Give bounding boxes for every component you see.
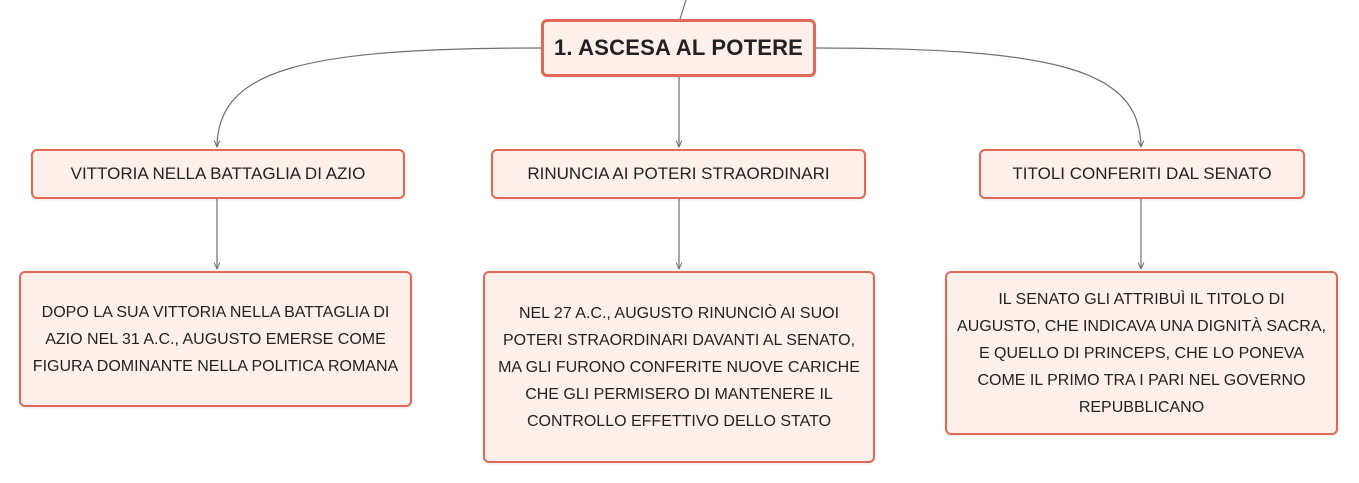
detail-text: NEL 27 A.C., AUGUSTO RINUNCIÒ AI SUOI POTERI STRAORDINARI DAVANTI AL SENATO, MA GLI FURONO CONFERITE NUOVE CARICHE CHE GLI PERMISERO DI MANTENERE IL CONTROLLO EFFETTIVO DELLO STATO: [498, 304, 860, 430]
detail-text: IL SENATO GLI ATTRIBUÌ IL TITOLO DI AUGUSTO, CHE INDICAVA UNA DIGNITÀ SACRA, E QUELLO DI PRINCEPS, CHE LO PONEVA COME IL PRIMO TRA I PARI NEL GOVERNO REPUBBLICANO: [957, 290, 1326, 416]
detail-rinuncia-poteri[interactable]: [483, 271, 875, 463]
subtopic-vittoria-azio[interactable]: [31, 149, 405, 199]
detail-vittoria-azio[interactable]: [19, 271, 412, 407]
subtopic-label: TITOLI CONFERITI DAL SENATO: [1012, 164, 1272, 183]
parent-connector: [680, 0, 686, 19]
subtopic-label: RINUNCIA AI POTERI STRAORDINARI: [527, 164, 830, 183]
root-topic-label: 1. ASCESA AL POTERE: [553, 35, 804, 60]
subtopic-rinuncia-poteri[interactable]: [491, 149, 866, 199]
subtopic-titoli-senato[interactable]: [979, 149, 1305, 199]
subtopic-label: VITTORIA NELLA BATTAGLIA DI AZIO: [70, 164, 366, 183]
connector-root-branch-1: [217, 48, 541, 147]
detail-text: DOPO LA SUA VITTORIA NELLA BATTAGLIA DI AZIO NEL 31 A.C., AUGUSTO EMERSE COME FIGURA DOMINANTE NELLA POLITICA ROMANA: [32, 303, 399, 375]
root-topic[interactable]: [541, 19, 816, 77]
detail-titoli-senato[interactable]: [945, 271, 1338, 435]
connector-root-branch-3: [816, 48, 1141, 147]
